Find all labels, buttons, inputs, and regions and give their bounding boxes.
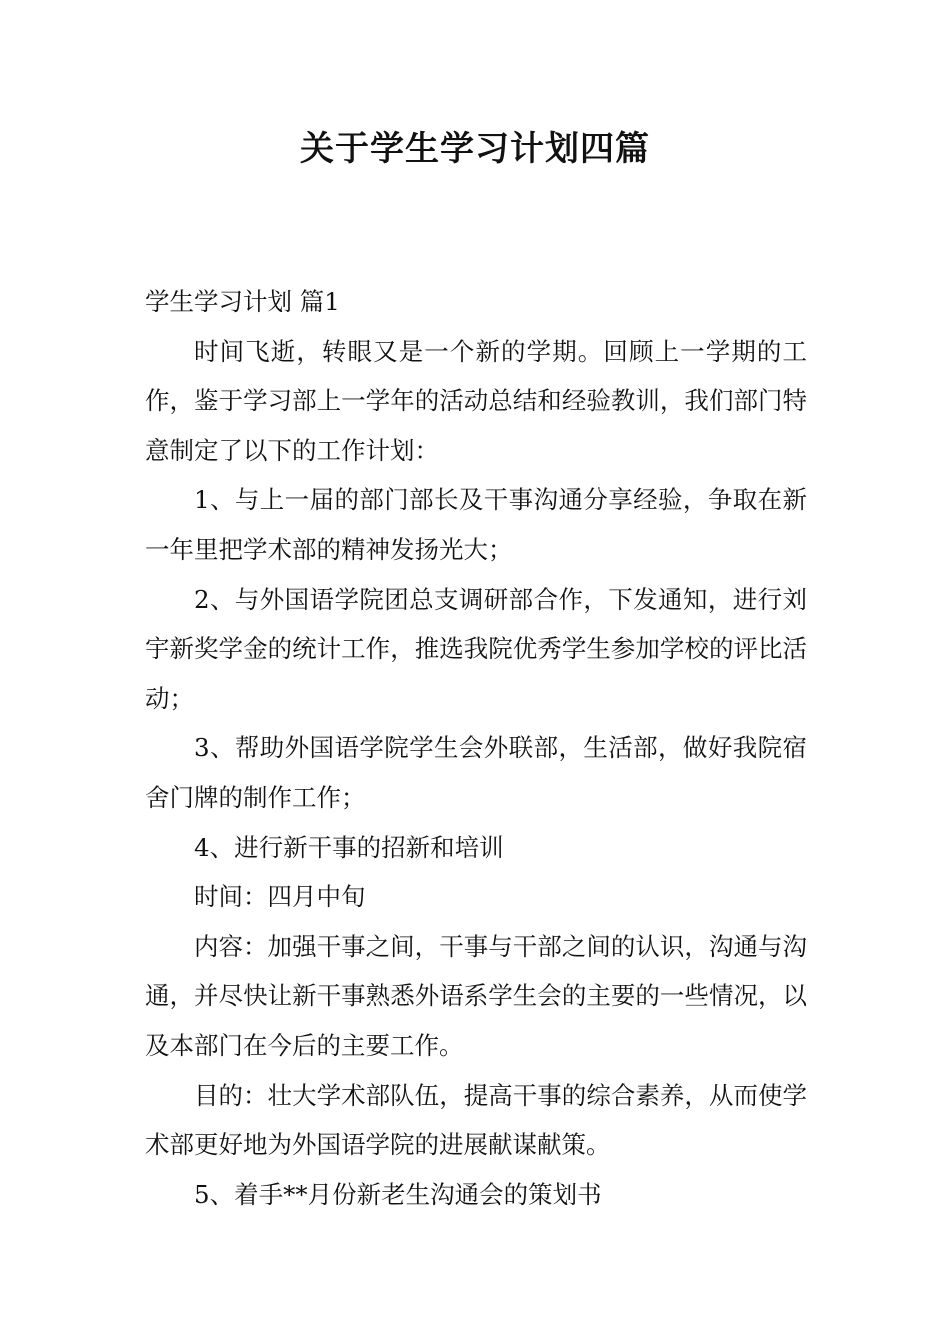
document-title: 关于学生学习计划四篇	[300, 129, 650, 169]
paragraph-item-5: 5、着手**月份新老生沟通会的策划书	[194, 1179, 602, 1209]
paragraph-item-1: 1、与上一届的部门部长及干事沟通分享经验，争取在新一年里把学术部的精神发扬光大；	[145, 485, 807, 564]
paragraph-item-4: 4、进行新干事的招新和培训	[194, 832, 504, 862]
paragraph-time: 时间：四月中旬	[194, 882, 366, 912]
paragraph-intro: 时间飞逝，转眼又是一个新的学期。回顾上一学期的工作，鉴于学习部上一学年的活动总结和经验教训，我们部门特意制定了以下的工作计划：	[145, 336, 807, 465]
section-heading: 学生学习计划 篇1	[145, 287, 340, 316]
paragraph-item-2: 2、与外国语学院团总支调研部合作，下发通知，进行刘宇新奖学金的统计工作，推选我院优秀学生参加学校的评比活动；	[145, 584, 807, 713]
paragraph-item-3: 3、帮助外国语学院学生会外联部，生活部，做好我院宿舍门牌的制作工作；	[145, 733, 807, 812]
paragraph-content: 内容：加强干事之间，干事与干部之间的认识，沟通与沟通，并尽快让新干事熟悉外语系学生会的主要的一些情况，以及本部门在今后的主要工作。	[145, 931, 807, 1060]
paragraph-purpose: 目的：壮大学术部队伍，提高干事的综合素养，从而使学术部更好地为外国语学院的进展献谋献策。	[145, 1080, 807, 1160]
document-body	[145, 277, 807, 1219]
